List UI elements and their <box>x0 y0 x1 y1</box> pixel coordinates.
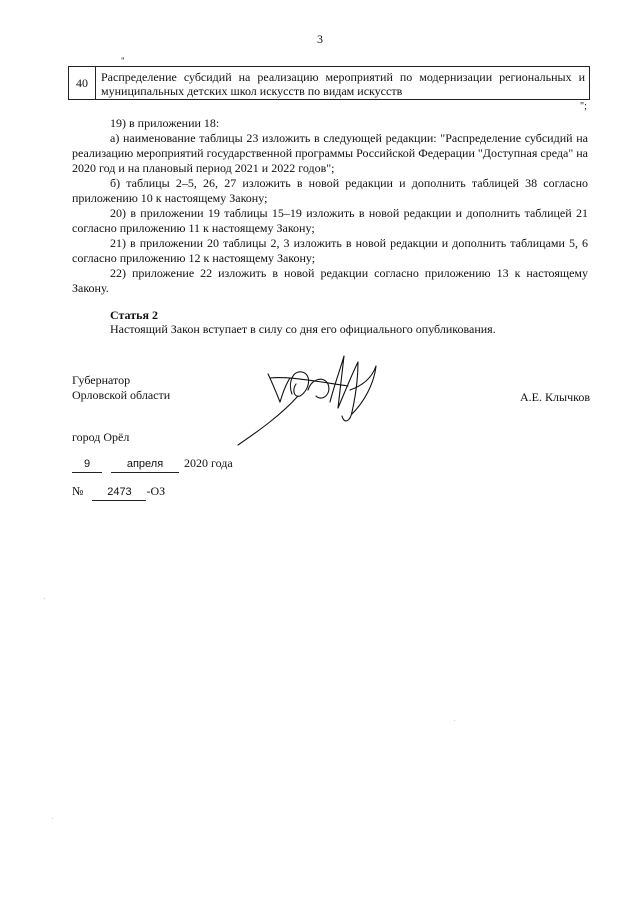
law-number-suffix: -ОЗ <box>146 484 166 498</box>
scan-speck <box>44 598 45 599</box>
item-19: 19) в приложении 18: <box>110 116 220 130</box>
date-year: 2020 года <box>184 456 233 470</box>
date-day: 9 <box>72 457 102 473</box>
article-text: Настоящий Закон вступает в силу со дня его официального опубликования. <box>110 322 496 336</box>
scan-speck <box>454 720 455 721</box>
table-row-text-line1: Распределение субсидий на реализацию мероприятий по модернизации региональных и <box>101 70 585 84</box>
item-20: 20) в приложении 19 таблицы 15–19 изложить в новой редакции и дополнить таблицей 21 согласно приложению 11 к настоящему Закону; <box>72 206 588 235</box>
item-19a: а) наименование таблицы 23 изложить в следующей редакции: "Распределение субсидий на реализацию мероприятий государственной программы Российской Федерации "Доступная среда" на 2020 год и на плановый период 2021 и 2022 годов"; <box>72 131 588 175</box>
opening-quote: " <box>121 56 125 66</box>
law-number-prefix: № <box>72 484 84 498</box>
signatory-title-line2: Орловской области <box>72 388 171 402</box>
signatory-name: А.Е. Клычков <box>520 390 590 404</box>
closing-quote: "; <box>580 101 587 112</box>
table-row <box>68 66 590 100</box>
table-row-number: 40 <box>69 67 96 99</box>
law-number <box>72 484 272 501</box>
city: город Орёл <box>72 430 130 444</box>
item-21: 21) в приложении 20 таблицы 2, 3 изложить в новой редакции и дополнить таблицами 5, 6 согласно приложению 12 к настоящему Закону; <box>72 236 588 265</box>
date-month: апреля <box>111 457 179 473</box>
signatory-title-line1: Губернатор <box>72 373 131 387</box>
law-number-value: 2473 <box>92 485 146 501</box>
signing-date <box>72 456 332 473</box>
table-row-text <box>101 70 585 98</box>
item-19b: б) таблицы 2–5, 26, 27 изложить в новой редакции и дополнить таблицей 38 согласно приложению 10 к настоящему Закону; <box>72 176 588 205</box>
article-heading: Статья 2 <box>110 308 158 322</box>
page-number: 3 <box>317 32 323 46</box>
item-22: 22) приложение 22 изложить в новой редакции согласно приложению 13 к настоящему Закону. <box>72 266 588 295</box>
scan-speck <box>52 818 53 819</box>
table-row-text-line2: муниципальных детских школ искусств по видам искусств <box>101 84 403 98</box>
